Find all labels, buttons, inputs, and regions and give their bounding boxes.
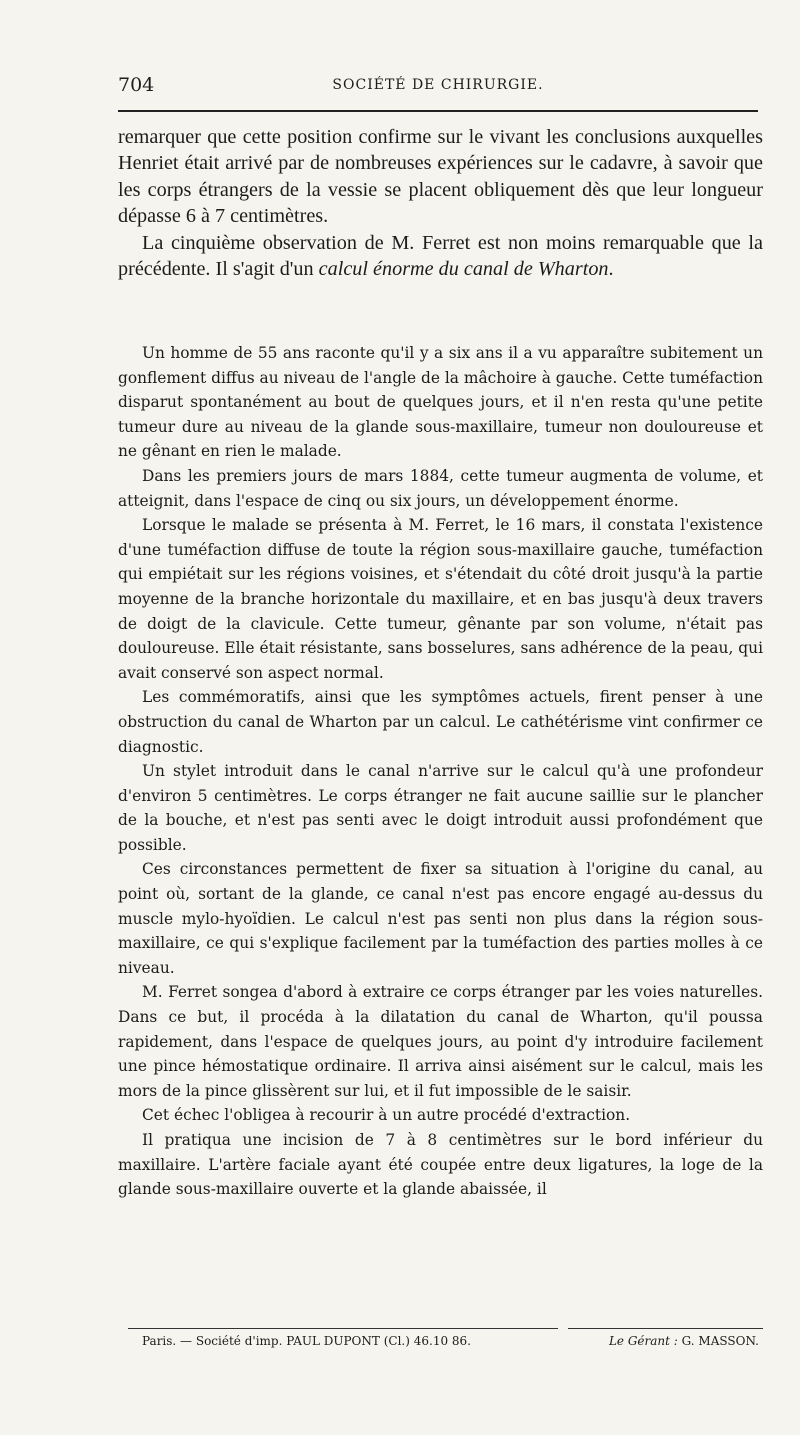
page-number: 704 [118, 74, 155, 96]
lead-paragraph-2-end: . [608, 258, 614, 281]
printer-imprint: Paris. — Société d'imp. PAUL DUPONT (Cl.) 46.10 86. [142, 1334, 471, 1348]
lead-paragraph-1: remarquer que cette position confirme sur le vivant les conclusions auxquelles Henriet était arrivé par de nombreuses expériences sur le cadavre, à savoir que les corps étrangers de la vessie se placent obliquement dès que leur longueur dépasse 6 à 7 centimètres. [118, 126, 763, 228]
running-title: SOCIÉTÉ DE CHIRURGIE. [332, 77, 544, 93]
page-header [118, 74, 758, 98]
page-footer [118, 1328, 763, 1354]
observation-paragraph: Lorsque le malade se présenta à M. Ferret, le 16 mars, il constata l'existence d'une tuméfaction diffuse de toute la région sous-maxillaire gauche, tuméfaction qui empiétait sur les régions voisines, et s'étendait du côté droit jusqu'à la partie moyenne de la branche horizontale du maxillaire, et en bas jusqu'à deux travers de doigt de la clavicule. Cette tumeur, gênante par son volume, n'était pas douloureuse. Elle était résistante, sans bosselures, sans adhérence de la peau, qui avait conservé son aspect normal. [118, 516, 763, 682]
gerant-label: Le Gérant : [608, 1334, 678, 1348]
observation-text [118, 341, 763, 1202]
footer-rule-left [128, 1328, 558, 1329]
observation-paragraph: Il pratiqua une incision de 7 à 8 centimètres sur le bord inférieur du maxillaire. L'artère faciale ayant été coupée entre deux ligatures, la loge de la glande sous-maxillaire ouverte et la glande abaissée, il [118, 1131, 763, 1199]
gerant-name: G. MASSON. [681, 1334, 759, 1348]
observation-paragraph: Ces circonstances permettent de fixer sa situation à l'origine du canal, au point où, sortant de la glande, ce canal n'est pas encore engagé au-dessus du muscle mylo-hyoïdien. Le calcul n'est pas senti non plus dans la région sous-maxillaire, ce qui s'explique facilement par la tuméfaction des parties molles à ce niveau. [118, 860, 763, 977]
observation-paragraph: Un stylet introduit dans le canal n'arrive sur le calcul qu'à une profondeur d'environ 5 centimètres. Le corps étranger ne fait aucune saillie sur le plancher de la bouche, et n'est pas senti avec le doigt introduit aussi profondément que possible. [118, 762, 763, 854]
header-rule [118, 110, 758, 112]
lead-paragraph-2 [118, 230, 763, 283]
observation-paragraph: Dans les premiers jours de mars 1884, cette tumeur augmenta de volume, et atteignit, dans l'espace de cinq ou six jours, un développement énorme. [118, 466, 763, 510]
gerant-line [609, 1334, 759, 1348]
lead-text [118, 124, 763, 282]
footer-rule-right [568, 1328, 763, 1329]
lead-paragraph-2-italic: calcul énorme du canal de Wharton [318, 258, 609, 281]
observation-paragraph: Les commémoratifs, ainsi que les symptômes actuels, firent penser à une obstruction du canal de Wharton par un calcul. Le cathétérisme vint confirmer ce diagnostic. [118, 688, 763, 756]
observation-paragraph: M. Ferret songea d'abord à extraire ce corps étranger par les voies naturelles. Dans ce but, il procéda à la dilatation du canal de Wharton, qu'il poussa rapidement, dans l'espace de quelques jours, au point d'y introduire facilement une pince hémostatique ordinaire. Il arriva ainsi aisément sur le calcul, mais les mors de la pince glissèrent sur lui, et il fut impossible de le saisir. [118, 983, 763, 1100]
observation-paragraph: Cet échec l'obligea à recourir à un autre procédé d'extraction. [142, 1106, 631, 1125]
observation-paragraph: Un homme de 55 ans raconte qu'il y a six ans il a vu apparaître subitement un gonflement diffus au niveau de l'angle de la mâchoire à gauche. Cette tuméfaction disparut spontanément au bout de quelques jours, et il n'en resta qu'une petite tumeur dure au niveau de la glande sous-maxillaire, tumeur non douloureuse et ne gênant en rien le malade. [118, 344, 763, 461]
lead-paragraph-2-start: La cinquième observation de M. Ferret est non moins remarquable que la précédente. Il s'agit d'un [118, 231, 763, 281]
